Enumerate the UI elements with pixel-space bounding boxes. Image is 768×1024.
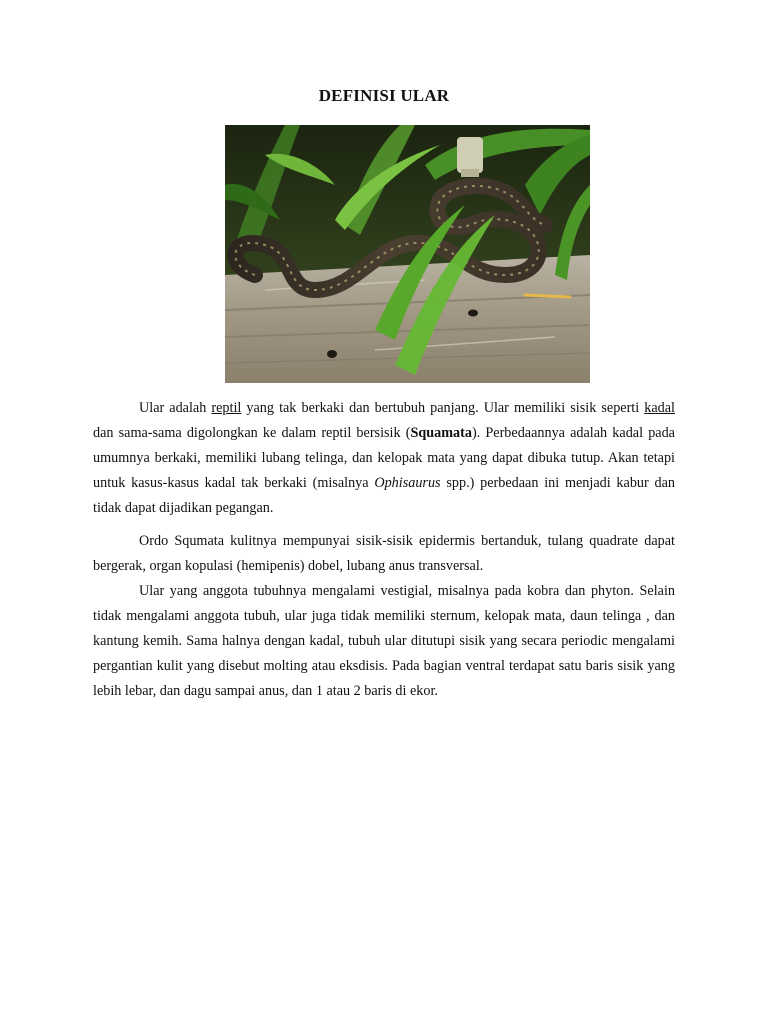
paragraph-2: [93, 529, 675, 579]
text-segment: dan sama-sama digolongkan ke dalam reptil bersisik (: [93, 425, 411, 441]
link-kadal[interactable]: kadal: [644, 400, 675, 416]
bold-term-squamata: Squamata: [410, 425, 472, 441]
page-title: DEFINISI ULAR: [318, 86, 450, 105]
text-segment: Ular yang anggota tubuhnya mengalami vestigial, misalnya pada kobra dan phyton. Selain tidak mengalami anggota tubuh, ular juga tidak memiliki sternum, kelopak mata, daun telinga , dan kantung kemih. Sama halnya dengan kadal, tubuh ular ditutupi sisik yang secara periodic mengalami pergantian kulit yang disebut molting atau eksdisis. Pada bagian ventral terdapat satu baris sisik yang lebih lebar, dan dagu sampai anus, dan 1 atau 2 baris di ekor.: [93, 583, 675, 699]
text-segment: Ular adalah: [139, 400, 212, 416]
paragraph-1: [93, 396, 675, 521]
italic-term-ophisaurus: Ophisaurus: [374, 475, 441, 491]
body-text: [93, 396, 675, 704]
text-segment: ). Perbedaannya adalah kadal pada umumnya berkaki, memiliki lubang telinga, dan kelopak mata yang dapat dibuka tutup. Akan tetapi untuk kasus-kasus kadal tak berkaki (misalnya: [93, 425, 675, 491]
snake-illustration: [225, 125, 590, 383]
text-segment: Ordo Squmata kulitnya mempunyai sisik-sisik epidermis bertanduk, tulang quadrate dapat bergerak, organ kopulasi (hemipenis) dobel, lubang anus transversal.: [93, 533, 675, 574]
snake-photo: [225, 125, 590, 383]
paragraph-3: [93, 579, 675, 704]
text-segment: spp.) perbedaan ini menjadi kabur dan tidak dapat dijadikan pegangan.: [93, 475, 676, 516]
link-reptil[interactable]: reptil: [211, 400, 242, 416]
text-segment: yang tak berkaki dan bertubuh panjang. Ular memiliki sisik seperti: [241, 400, 645, 416]
